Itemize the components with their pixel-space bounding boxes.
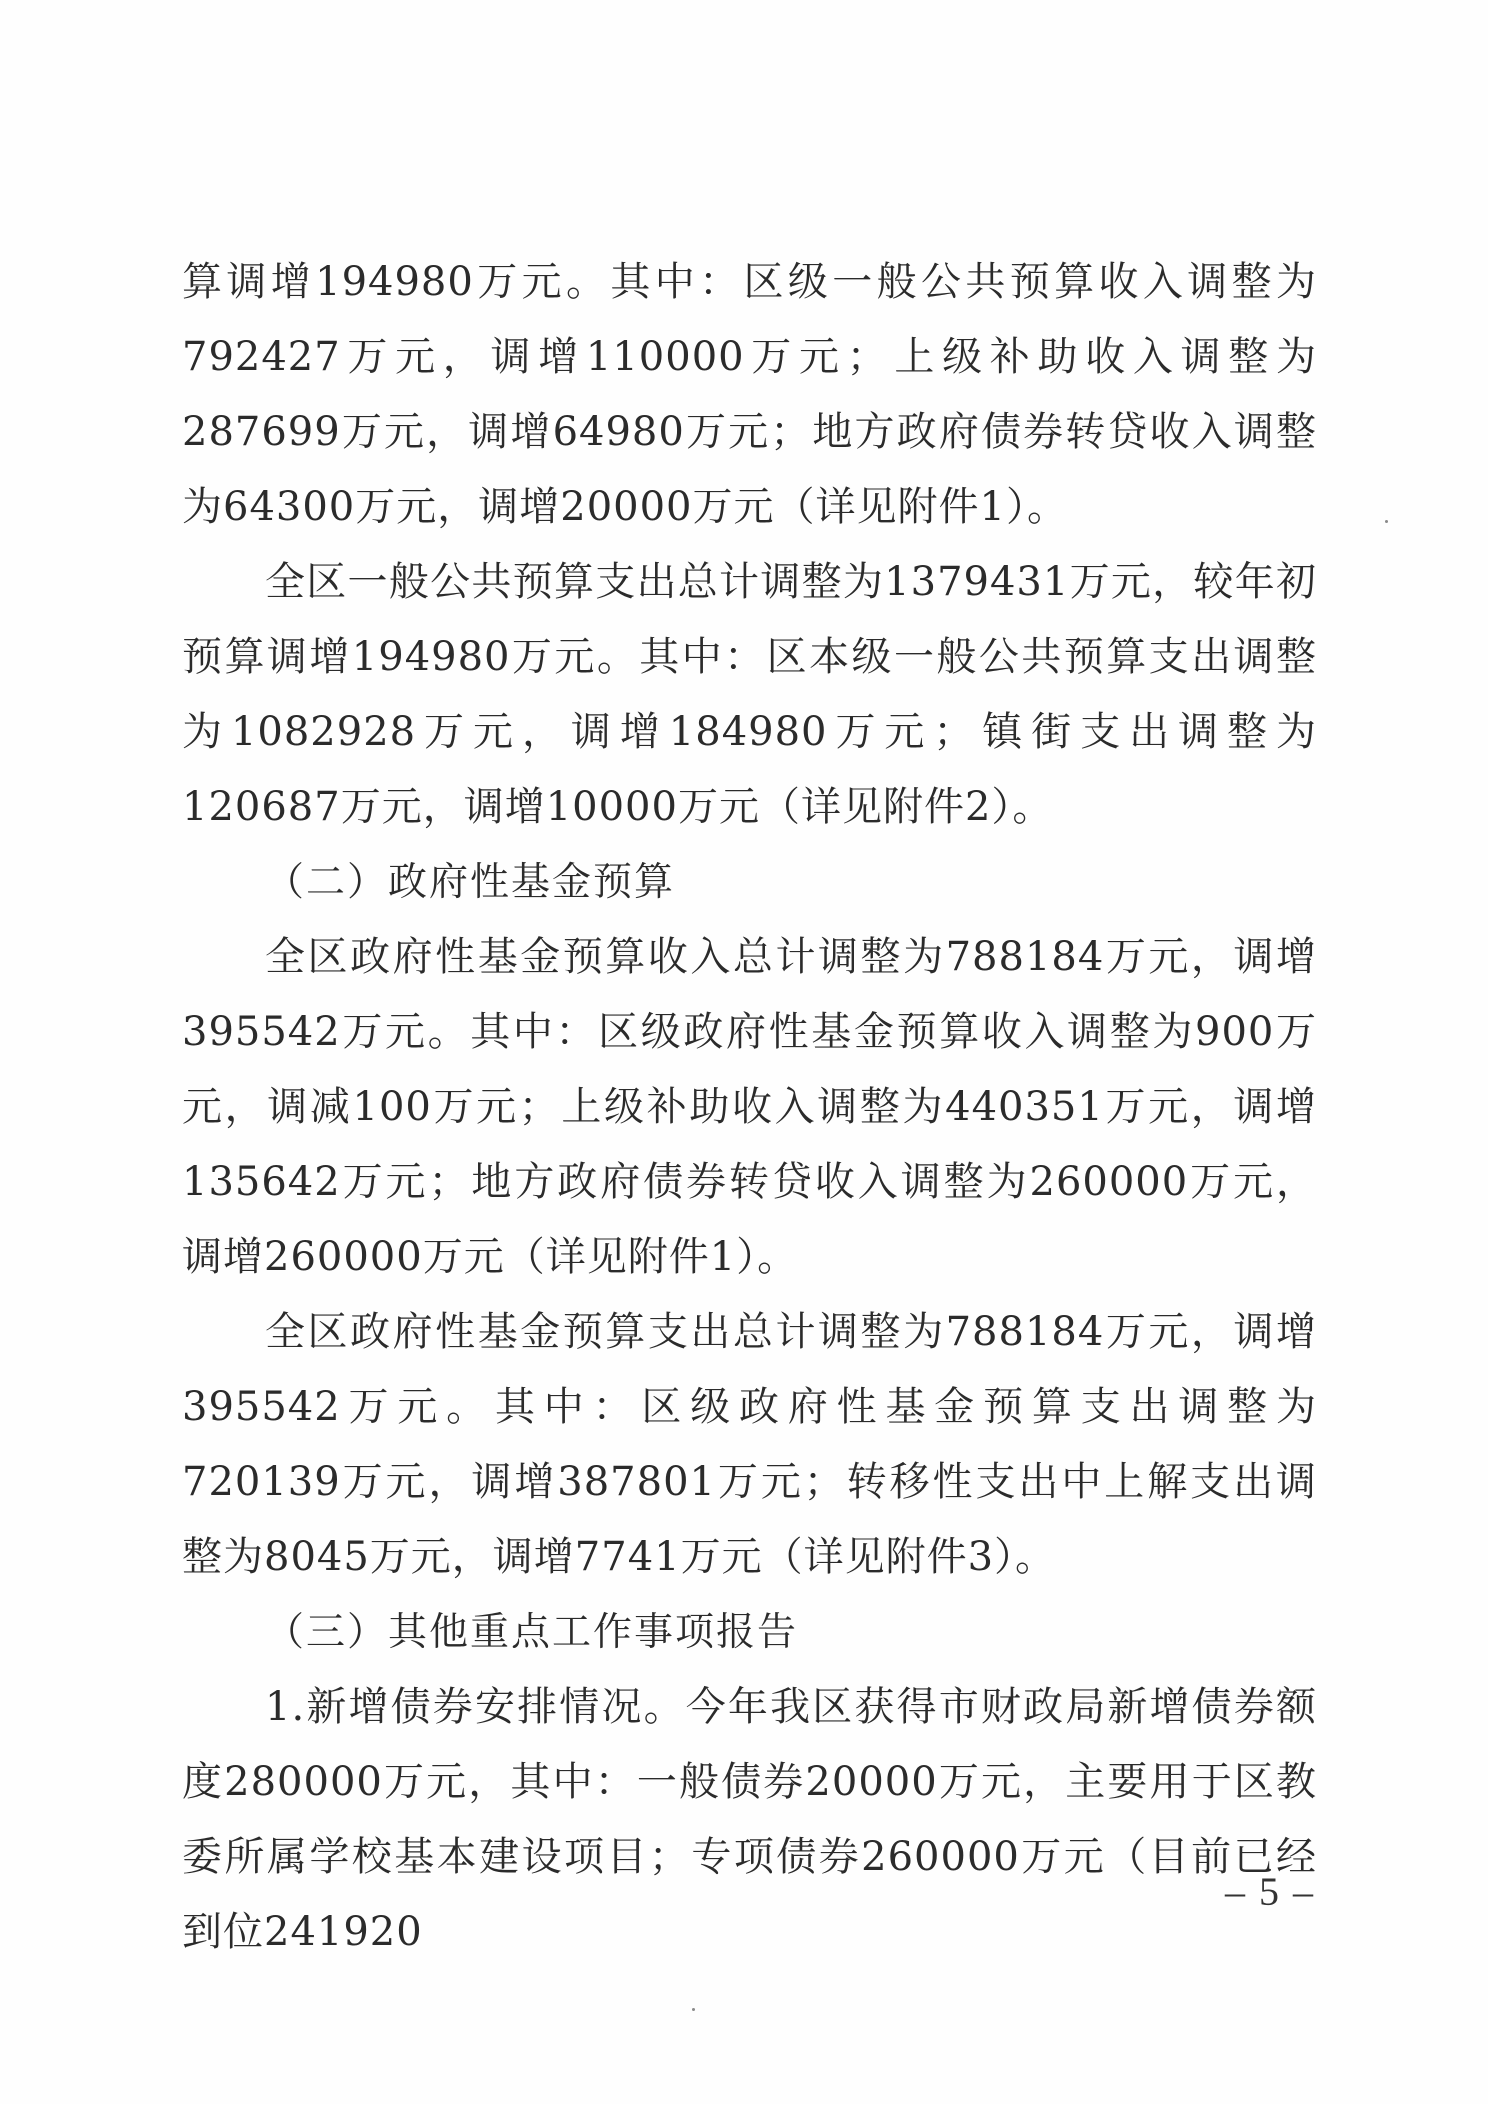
paragraph-new-bond-arrangement: 1.新增债券安排情况。今年我区获得市财政局新增债券额度280000万元，其中：一般债券20000万元，主要用于区教委所属学校基本建设项目；专项债券260000万元（目前已经到位241920: [182, 1684, 1317, 1955]
paragraph-fund-budget-revenue: 全区政府性基金预算收入总计调整为788184万元，调增395542万元。其中：区级政府性基金预算收入调整为900万元，调减100万元；上级补助收入调整为440351万元，调增135642万元；地方政府债券转贷收入调整为260000万元，调增260000万元（详见附件1）。: [182, 934, 1317, 1280]
body-text: [182, 245, 1317, 1970]
scan-speck: [692, 2008, 695, 2011]
page-number: – 5 –: [1225, 1869, 1315, 1914]
paragraph-general-budget-expenditure: 全区一般公共预算支出总计调整为1379431万元，较年初预算调增194980万元。其中：区本级一般公共预算支出调整为1082928万元，调增184980万元；镇街支出调整为120687万元，调增10000万元（详见附件2）。: [182, 559, 1317, 830]
section-heading-government-fund-budget: （二）政府性基金预算: [265, 860, 676, 905]
paragraph-continuation-revenue: 算调增194980万元。其中：区级一般公共预算收入调整为792427万元，调增110000万元；上级补助收入调整为287699万元，调增64980万元；地方政府债券转贷收入调整为64300万元，调增20000万元（详见附件1）。: [182, 259, 1317, 530]
paragraph-fund-budget-expenditure: 全区政府性基金预算支出总计调整为788184万元，调增395542万元。其中：区级政府性基金预算支出调整为720139万元，调增387801万元；转移性支出中上解支出调整为8045万元，调增7741万元（详见附件3）。: [182, 1309, 1317, 1580]
section-heading-other-key-matters: （三）其他重点工作事项报告: [265, 1610, 799, 1655]
scan-speck: [1385, 520, 1388, 523]
